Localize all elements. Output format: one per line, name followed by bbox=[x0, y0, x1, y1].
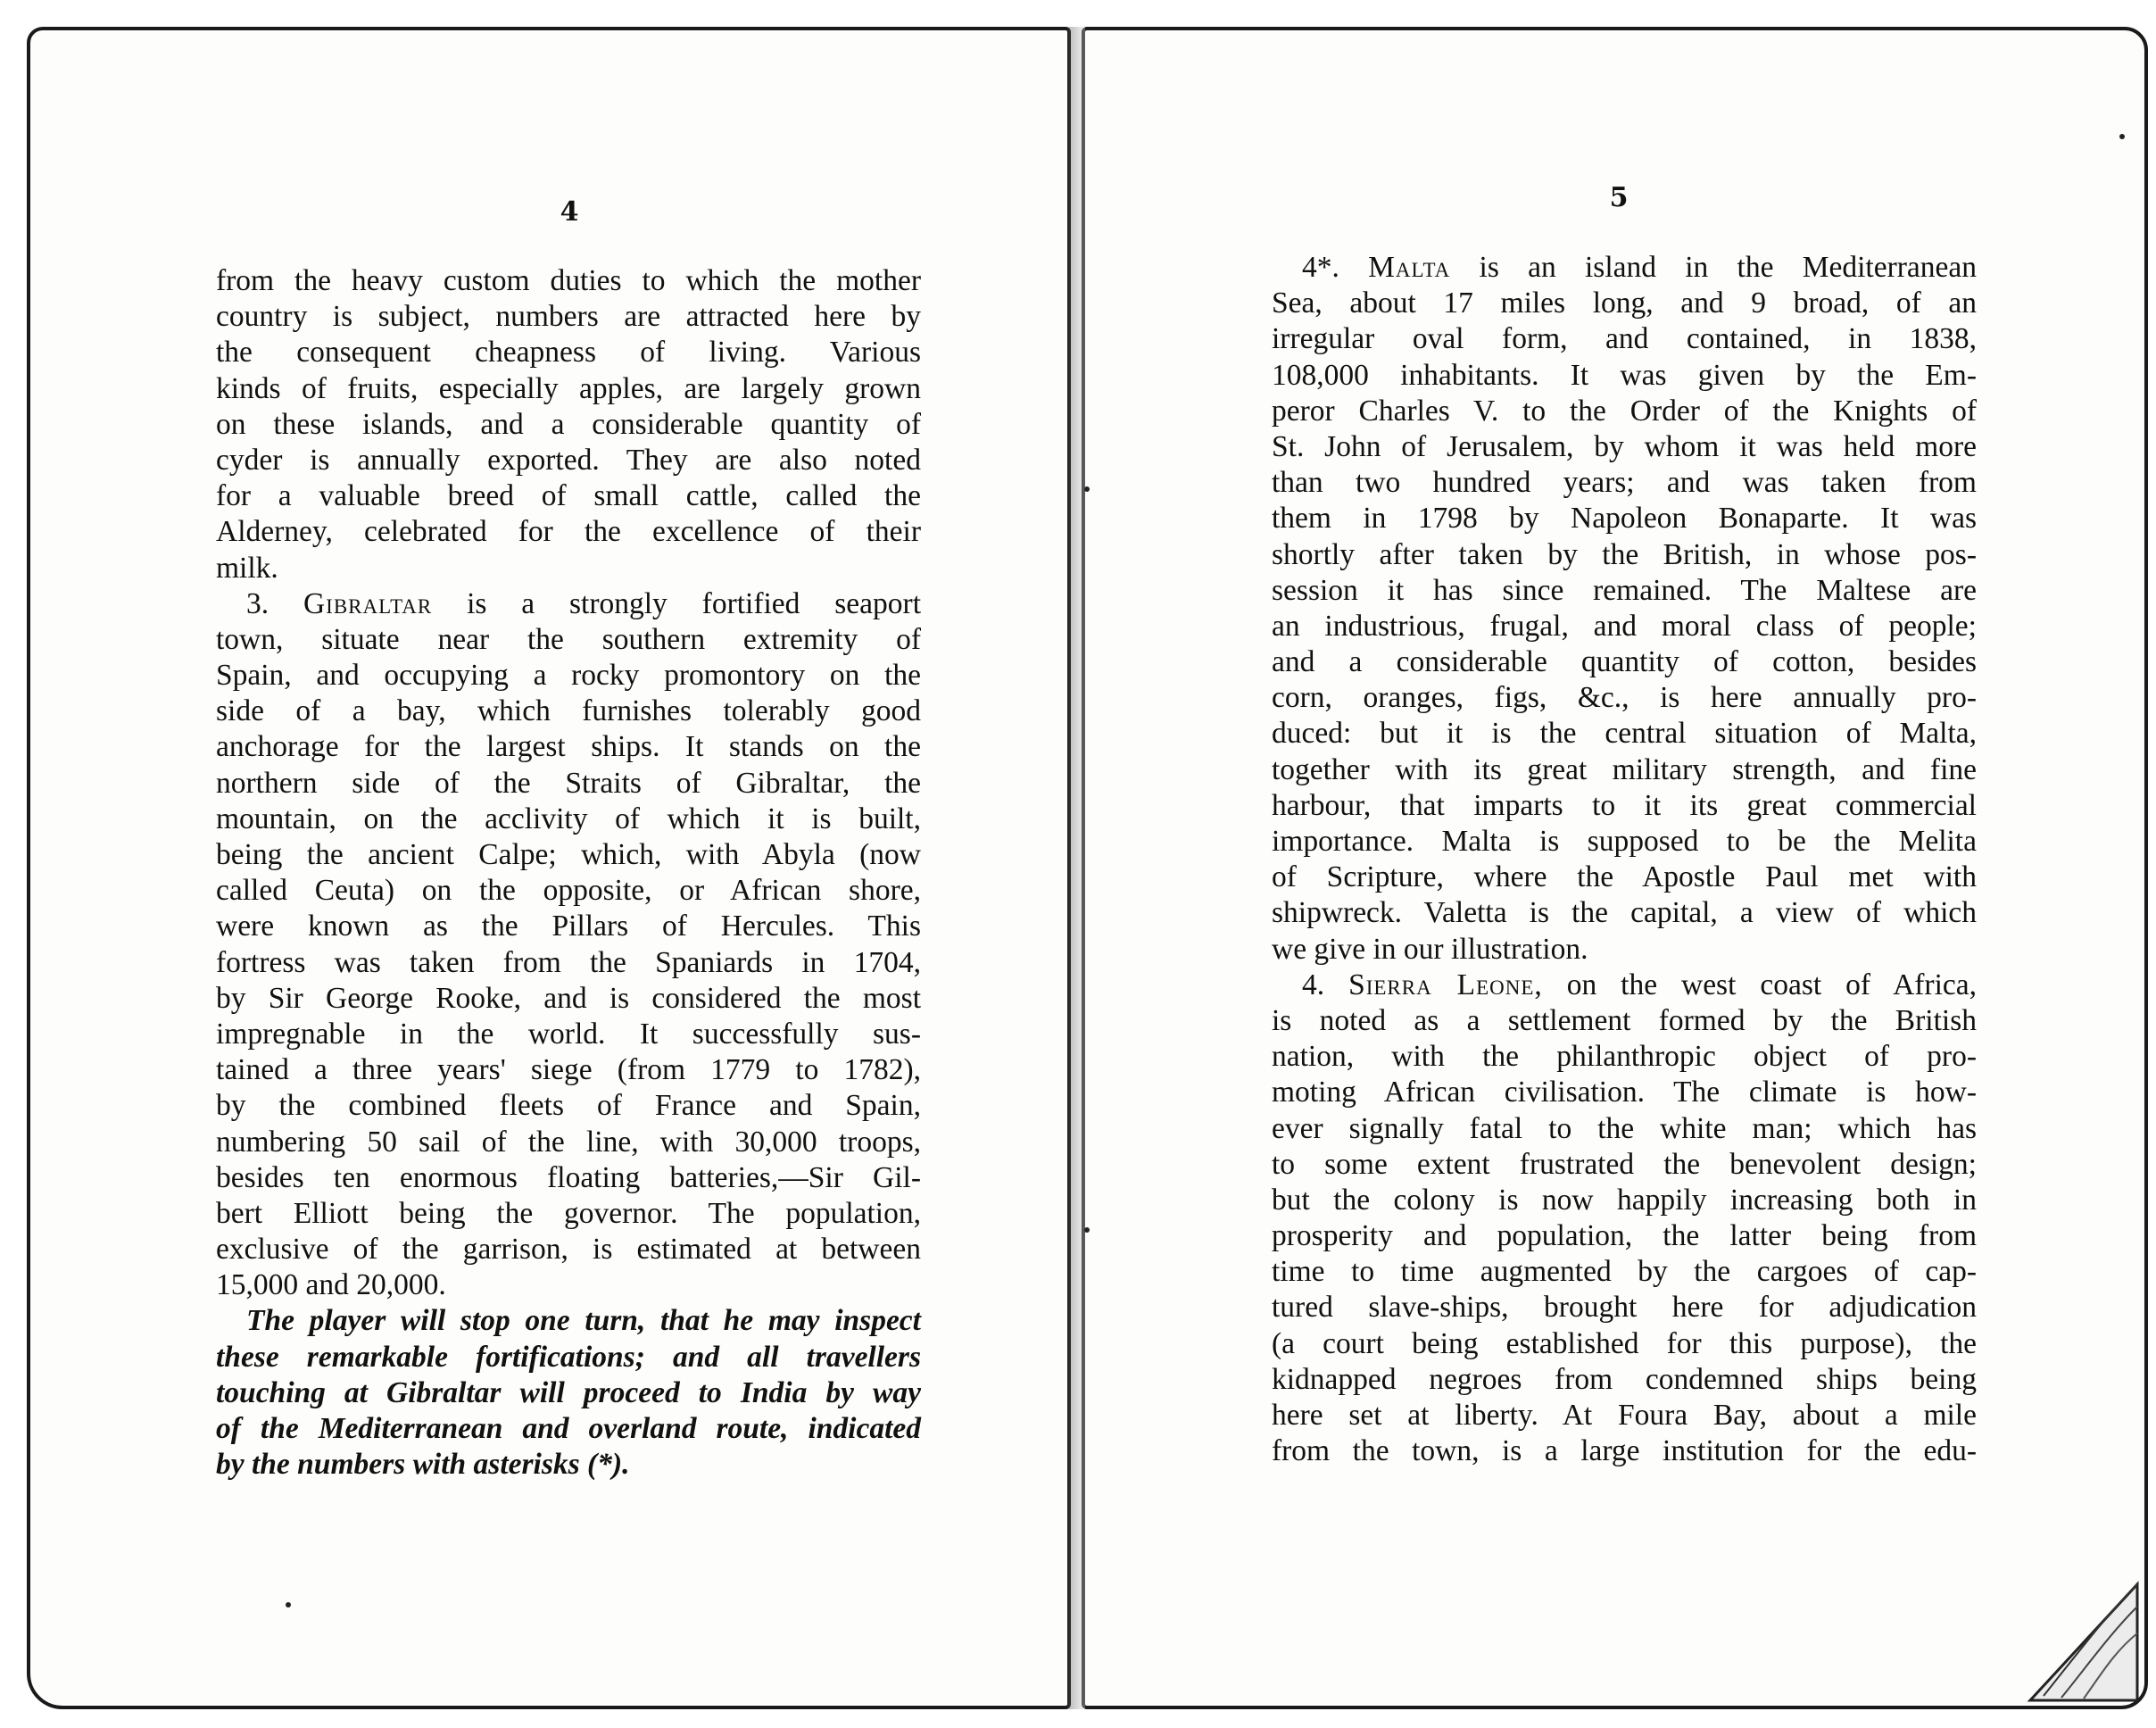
right-page-text bbox=[1272, 250, 1977, 1469]
text-line: and a considerable quantity of cotton, besides bbox=[1272, 645, 1977, 679]
text-line: anchorage for the largest ships. It stands on the bbox=[216, 730, 921, 764]
text-line: Sea, about 17 miles long, and 9 broad, of an bbox=[1272, 287, 1977, 320]
left-page-number: 4 bbox=[560, 196, 579, 228]
text-line: nation, with the philanthropic object of pro- bbox=[1272, 1040, 1977, 1074]
text-line: but the colony is now happily increasing both in bbox=[1272, 1183, 1977, 1217]
text-line: moting African civilisation. The climate is how- bbox=[1272, 1076, 1977, 1109]
text-fragment: on the west coast of Africa, bbox=[1566, 968, 1978, 1001]
text-line: to some extent frustrated the benevolent design; bbox=[1272, 1147, 1977, 1181]
curled-corner-icon bbox=[2026, 1580, 2142, 1705]
left-page-text bbox=[216, 263, 921, 1483]
sierra-leone-heading: Sierra Leone, bbox=[1348, 968, 1543, 1001]
gibraltar-paragraph-start bbox=[216, 586, 921, 622]
text-line: the consequent cheapness of living. Various bbox=[216, 336, 921, 370]
text-line: mountain, on the acclivity of which it is built, bbox=[216, 802, 921, 835]
text-line: together with its great military strength, and fine bbox=[1272, 752, 1977, 786]
text-line: country is subject, numbers are attracted here by bbox=[216, 300, 921, 334]
text-line: impregnable in the world. It successfully sus- bbox=[216, 1017, 921, 1051]
book-spine bbox=[1067, 27, 1085, 1709]
text-line: kinds of fruits, especially apples, are largely grown bbox=[216, 371, 921, 405]
scan-speck bbox=[1084, 486, 1090, 492]
text-line: fortress was taken from the Spaniards in 1704, bbox=[216, 945, 921, 979]
text-line: prosperity and population, the latter being from bbox=[1272, 1219, 1977, 1253]
text-fragment: is a strongly fortified seaport bbox=[467, 586, 922, 620]
text-line: time to time augmented by the cargoes of cap- bbox=[1272, 1255, 1977, 1289]
malta-heading: Malta bbox=[1368, 251, 1451, 284]
text-line: cyder is annually exported. They are also noted bbox=[216, 443, 921, 477]
text-line: tained a three years' siege (from 1779 to 1782), bbox=[216, 1053, 921, 1087]
italic-instruction-line: by the numbers with asterisks (*). bbox=[216, 1448, 630, 1482]
text-line: of Scripture, where the Apostle Paul met with bbox=[1272, 860, 1977, 894]
scan-speck bbox=[286, 1602, 291, 1608]
sierra-leone-paragraph-start bbox=[1272, 968, 1977, 1003]
text-line: peror Charles V. to the Order of the Knights of bbox=[1272, 394, 1977, 428]
text-line: tured slave-ships, brought here for adjudication bbox=[1272, 1291, 1977, 1325]
text-line: town, situate near the southern extremity of bbox=[216, 622, 921, 656]
text-line: for a valuable breed of small cattle, called the bbox=[216, 479, 921, 513]
section-number: 4*. bbox=[1302, 251, 1339, 284]
section-number: 3. bbox=[246, 586, 270, 620]
text-line: harbour, that imparts to it its great commercial bbox=[1272, 788, 1977, 822]
text-line: milk. bbox=[216, 551, 278, 585]
section-number: 4. bbox=[1302, 968, 1325, 1001]
text-line: northern side of the Straits of Gibraltar, the bbox=[216, 766, 921, 800]
text-line: is noted as a settlement formed by the British bbox=[1272, 1003, 1977, 1037]
text-line: importance. Malta is supposed to be the Melita bbox=[1272, 825, 1977, 858]
italic-instruction-line: The player will stop one turn, that he may inspect bbox=[246, 1304, 921, 1338]
text-line: them in 1798 by Napoleon Bonaparte. It was bbox=[1272, 502, 1977, 536]
text-line: numbering 50 sail of the line, with 30,000 troops, bbox=[216, 1125, 921, 1159]
text-line: were known as the Pillars of Hercules. This bbox=[216, 910, 921, 943]
text-line: exclusive of the garrison, is estimated at between bbox=[216, 1233, 921, 1267]
text-line: 15,000 and 20,000. bbox=[216, 1268, 446, 1302]
gibraltar-heading: Gibraltar bbox=[303, 586, 433, 620]
text-fragment: is an island in the Mediterranean bbox=[1479, 251, 1978, 284]
text-line: by the combined fleets of France and Spain, bbox=[216, 1089, 921, 1123]
italic-instruction-line: these remarkable fortifications; and all travellers bbox=[216, 1340, 921, 1374]
text-line: from the town, is a large institution for the edu- bbox=[1272, 1434, 1977, 1468]
text-line: Alderney, celebrated for the excellence of their bbox=[216, 515, 921, 549]
italic-instruction-line: of the Mediterranean and overland route, indicated bbox=[216, 1412, 921, 1445]
text-line: shipwreck. Valetta is the capital, a view of which bbox=[1272, 896, 1977, 930]
text-line: we give in our illustration. bbox=[1272, 932, 1588, 966]
text-line: St. John of Jerusalem, by whom it was held more bbox=[1272, 429, 1977, 463]
text-line: on these islands, and a considerable quantity of bbox=[216, 407, 921, 441]
text-line: called Ceuta) on the opposite, or African shore, bbox=[216, 874, 921, 908]
text-line: besides ten enormous floating batteries,—Sir Gil- bbox=[216, 1160, 921, 1194]
text-line: corn, oranges, figs, &c., is here annually pro- bbox=[1272, 681, 1977, 715]
text-line: by Sir George Rooke, and is considered the most bbox=[216, 981, 921, 1015]
text-line: from the heavy custom duties to which the mother bbox=[216, 264, 921, 297]
scan-speck bbox=[1084, 1227, 1090, 1233]
scan-speck bbox=[2119, 134, 2125, 139]
text-line: (a court being established for this purpose), the bbox=[1272, 1326, 1977, 1360]
text-line: being the ancient Calpe; which, with Abyla (now bbox=[216, 838, 921, 871]
text-line: duced: but it is the central situation of Malta, bbox=[1272, 717, 1977, 751]
text-line: ever signally fatal to the white man; which has bbox=[1272, 1111, 1977, 1145]
text-line: Spain, and occupying a rocky promontory on the bbox=[216, 659, 921, 693]
text-line: session it has since remained. The Maltese are bbox=[1272, 573, 1977, 607]
text-line: here set at liberty. At Foura Bay, about a mile bbox=[1272, 1399, 1977, 1432]
text-line: shortly after taken by the British, in whose pos- bbox=[1272, 537, 1977, 571]
text-line: side of a bay, which furnishes tolerably good bbox=[216, 694, 921, 728]
italic-instruction-line: touching at Gibraltar will proceed to India by way bbox=[216, 1375, 921, 1409]
right-page-number: 5 bbox=[1609, 182, 1629, 213]
text-line: bert Elliott being the governor. The population, bbox=[216, 1196, 921, 1230]
text-line: an industrious, frugal, and moral class of people; bbox=[1272, 609, 1977, 643]
text-line: kidnapped negroes from condemned ships being bbox=[1272, 1362, 1977, 1396]
text-line: 108,000 inhabitants. It was given by the Em- bbox=[1272, 358, 1977, 392]
text-line: than two hundred years; and was taken from bbox=[1272, 466, 1977, 500]
text-line: irregular oval form, and contained, in 1838, bbox=[1272, 322, 1977, 356]
malta-paragraph-start bbox=[1272, 250, 1977, 286]
